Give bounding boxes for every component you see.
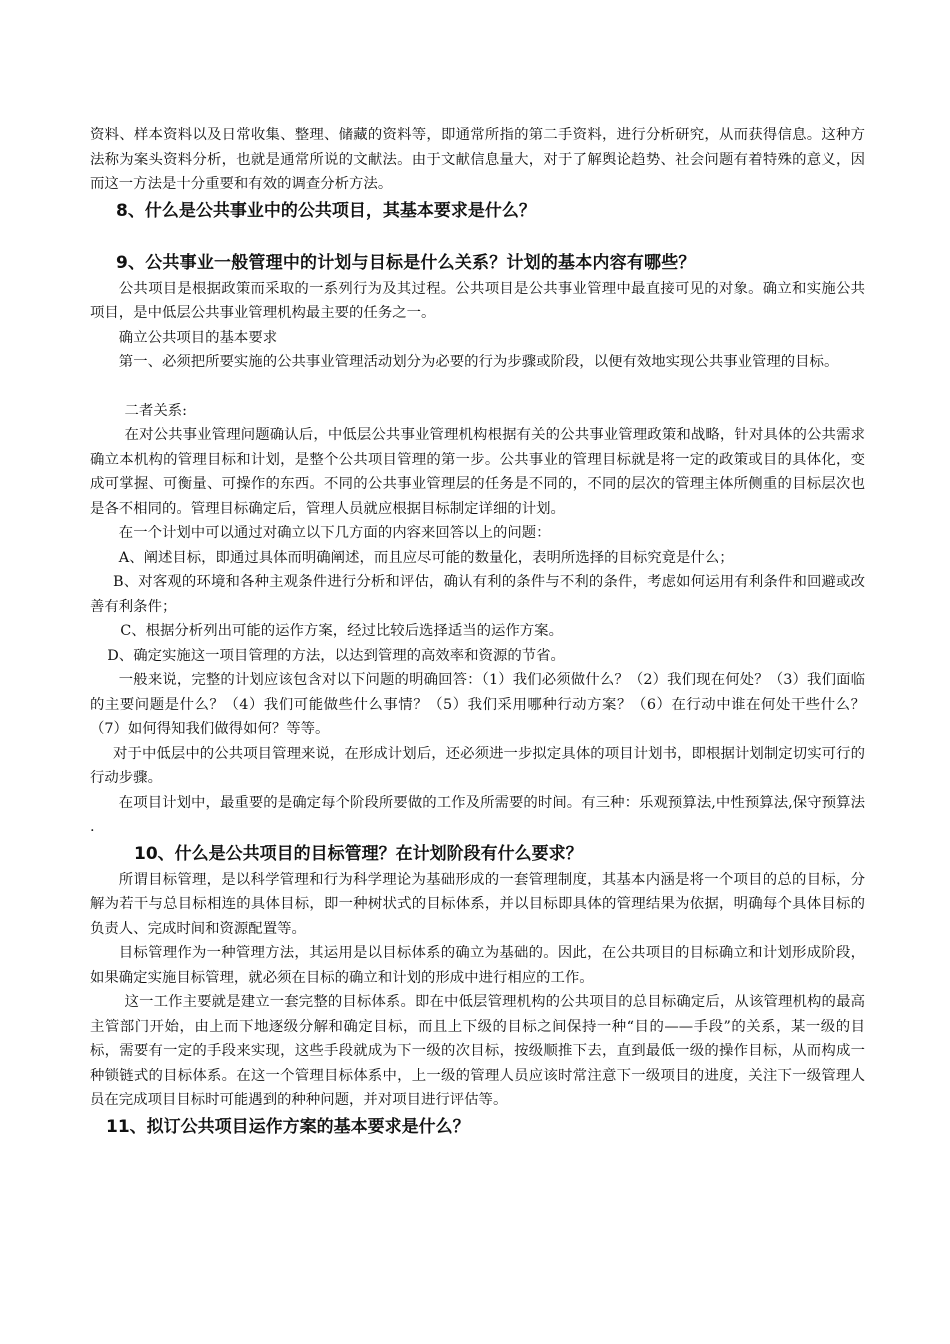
intro-paragraph: 资料、样本资料以及日常收集、整理、储藏的资料等，即通常所指的第二手资料，进行分析研究，从而获得信息。这种方法称为案头资料分析，也就是通常所说的文献法。由于文献信息量大，对于了解舆论趋势、社会问题有着特殊的意义，因而这一方法是十分重要和有效的调查分析方法。	[90, 127, 865, 192]
question-11-heading: 11、拟订公共项目运作方案的基本要求是什么？	[106, 1116, 470, 1137]
paragraph-project-plan: 对于中低层中的公共项目管理来说，在形成计划后，还必须进一步拟定具体的项目计划书，即根据计划制定切实可行的行动步骤。	[90, 745, 865, 786]
paragraph-plan-content: 在一个计划中可以通过对确立以下几方面的内容来回答以上的问题：	[118, 525, 551, 541]
paragraph-first-requirement: 第一、必须把所要实施的公共事业管理活动划分为必要的行为步骤或阶段，以便有效地实现公共事业管理的目标。	[118, 354, 839, 370]
list-item-c: C、根据分析列出可能的运作方案，经过比较后选择适当的运作方案。	[120, 623, 563, 639]
spacer	[90, 375, 865, 399]
paragraph-relation-body: 在对公共事业管理问题确认后，中低层公共事业管理机构根据有关的公共事业管理政策和战略，针对具体的公共需求确立本机构的管理目标和计划，是整个公共项目管理的第一步。公共事业的管理目标就是将一定的政策或目的具体化，变成可掌握、可衡量、可操作的东西。不同的公共事业管理层的任务是不同的，不同的层次的管理主体所侧重的目标层次也是各不相同的。管理目标确定后，管理人员就应根据目标制定详细的计划。	[90, 427, 865, 517]
paragraph-objective-management: 所谓目标管理，是以科学管理和行为科学理论为基础形成的一套管理制度，其基本内涵是将一个项目的总的目标，分解为若干与总目标相连的具体目标，即一种树状式的目标体系，并以目标即具体的管理结果为依据，明确每个具体目标的负责人、完成时间和资源配置等。	[90, 871, 865, 937]
paragraph-public-project: 公共项目是根据政策而采取的一系列行为及其过程。公共项目是公共事业管理中最直接可见的对象。确立和实施公共项目，是中低层公共事业管理机构最主要的任务之一。	[90, 280, 865, 321]
paragraph-budget-methods: 在项目计划中，最重要的是确定每个阶段所要做的工作及所需要的时间。有三种：乐观预算法,中性预算法,保守预算法 .	[90, 794, 865, 835]
paragraph-requirements-title: 确立公共项目的基本要求	[118, 329, 278, 346]
paragraph-complete-plan: 一般来说，完整的计划应该包含对以下问题的明确回答：（1）我们必须做什么？（2）我们现在何处？（3）我们面临的主要问题是什么？（4）我们可能做些什么事情？（5）我们采用哪种行动方案？（6）在行动中谁在何处干些什么？（7）如何得知我们做得如何？等等。	[90, 672, 865, 737]
list-item-b: B、对客观的环境和各种主观条件进行分析和评估，确认有利的条件与不利的条件，考虑如何运用有利条件和回避或改善有利条件；	[90, 574, 865, 615]
paragraph-target-system: 这一工作主要就是建立一套完整的目标体系。即在中低层管理机构的公共项目的总目标确定后，从该管理机构的最高主管部门开始，由上而下地逐级分解和确定目标，而且上下级的目标之间保持一种“目的——手段”的关系，某一级的目标，需要有一定的手段来实现，这些手段就成为下一级的次目标，按级顺推下去，直到最低一级的操作目标，从而构成一种锁链式的目标体系。在这一个管理目标体系中，上一级的管理人员应该时常注意下一级项目的进度，关注下一级管理人员在完成项目目标时可能遇到的种种问题，并对项目进行评估等。	[90, 994, 865, 1108]
list-item-a: A、阐述目标，即通过具体而明确阐述，而且应尽可能的数量化，表明所选择的目标究竟是什么；	[118, 549, 734, 566]
question-9-heading: 9、公共事业一般管理中的计划与目标是什么关系？计划的基本内容有哪些？	[116, 252, 696, 273]
spacer	[90, 225, 865, 249]
paragraph-management-method: 目标管理作为一种管理方法，其运用是以目标体系的确立为基础的。因此，在公共项目的目标确立和计划形成阶段，如果确定实施目标管理，就必须在目标的确立和计划的形成中进行相应的工作。	[90, 945, 865, 986]
question-8-heading: 8、什么是公共事业中的公共项目，其基本要求是什么？	[116, 200, 536, 221]
question-10-heading: 10、什么是公共项目的目标管理？在计划阶段有什么要求？	[134, 843, 583, 864]
paragraph-relation-title: 二者关系:	[124, 402, 187, 419]
list-item-d: D、确定实施这一项目管理的方法，以达到管理的高效率和资源的节省。	[107, 647, 565, 664]
document-body	[90, 123, 865, 1141]
